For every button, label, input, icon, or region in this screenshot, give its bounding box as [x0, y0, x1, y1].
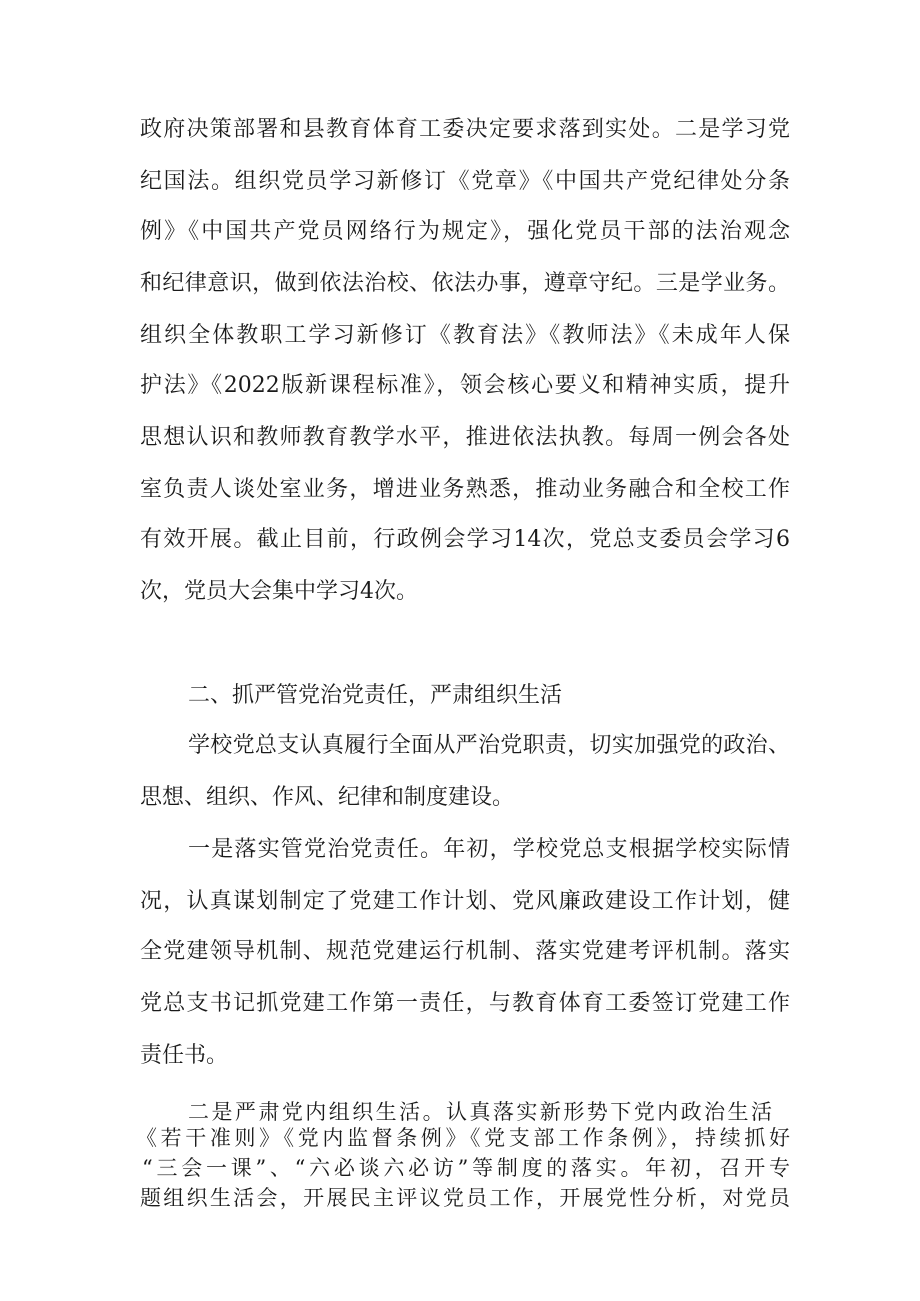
body-line-17: 责任书。: [140, 1043, 229, 1068]
body-line-7: 思想认识和教师教育教学水平，推进依法执教。每周一例会各处: [140, 425, 790, 450]
body-line-5: 组织全体教职工学习新修订《教育法》《教师法》《未成年人保: [140, 323, 790, 348]
body-line-9: 有效开展。截止目前，行政例会学习14次，党总支委员会学习6: [140, 527, 790, 552]
body-line-10: 次，党员大会集中学习4次。: [140, 579, 418, 604]
body-line-16: 党总支书记抓党建工作第一责任，与教育体育工委签订党建工作: [140, 991, 790, 1016]
body-line-2: 纪国法。组织党员学习新修订《党章》《中国共产党纪律处分条: [140, 169, 790, 194]
body-line-8: 室负责人谈处室业务，增进业务熟悉，推动业务融合和全校工作: [140, 477, 790, 502]
body-line-14: 况，认真谋划制定了党建工作计划、党风廉政建设工作计划，健: [140, 889, 790, 914]
body-line-1: 政府决策部署和县教育体育工委决定要求落到实处。二是学习党: [140, 117, 790, 142]
body-line-3: 例》《中国共产党员网络行为规定》，强化党员干部的法治观念: [140, 219, 790, 244]
body-line-11: 学校党总支认真履行全面从严治党职责，切实加强党的政治、: [188, 733, 790, 758]
body-line-13: 一是落实管党治党责任。年初，学校党总支根据学校实际情: [188, 837, 790, 862]
body-line-4: 和纪律意识，做到依法治校、依法办事，遵章守纪。三是学业务。: [140, 271, 790, 296]
body-line-19: 《若干准则》《党内监督条例》《党支部工作条例》，持续抓好: [136, 1126, 790, 1150]
body-line-12: 思想、组织、作风、纪律和制度建设。: [140, 785, 515, 810]
body-line-20: “三会一课”、“六必谈六必访”等制度的落实。年初，召开专: [142, 1156, 790, 1180]
section-heading: 二、抓严管党治党责任，严肃组织生活: [188, 683, 563, 708]
body-line-15: 全党建领导机制、规范党建运行机制、落实党建考评机制。落实: [140, 939, 790, 964]
body-line-18: 二是严肃党内组织生活。认真落实新形势下党内政治生活: [188, 1100, 772, 1124]
body-line-21: 题组织生活会，开展民主评议党员工作，开展党性分析，对党员: [140, 1186, 790, 1210]
body-line-6: 护法》《2022版新课程标准》，领会核心要义和精神实质，提升: [140, 373, 790, 398]
